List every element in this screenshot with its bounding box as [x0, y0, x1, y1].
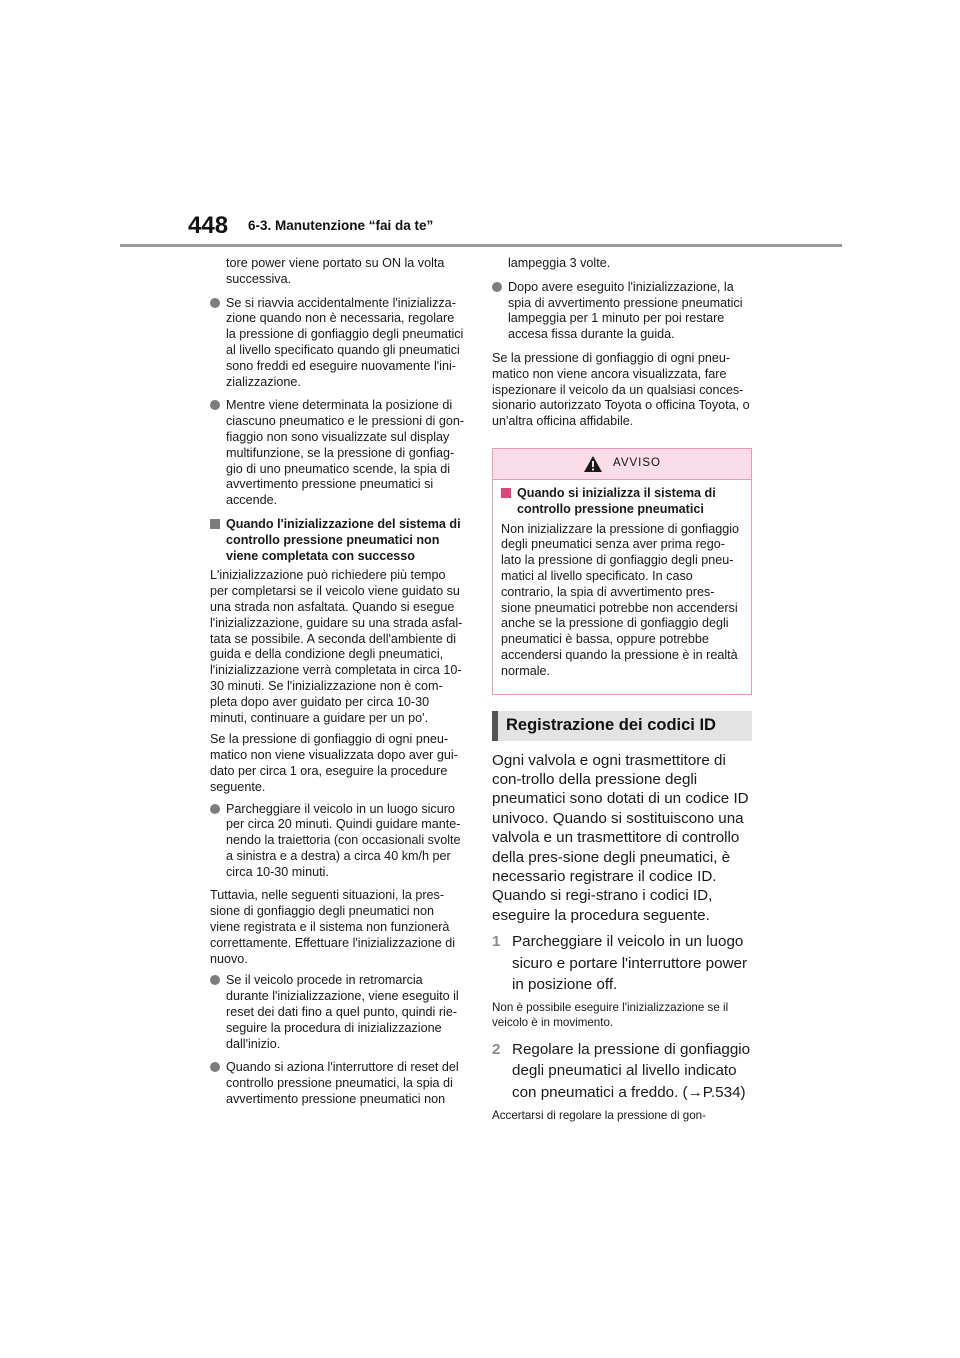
bullet-text: Mentre viene determinata la posizione di ciascuno pneumatico e le pressioni di gon-fiaggio non sono visualizzate sul display multifunzione, se la pressione di gonfiag-gio di uno pneumatico scende, la spia di avvertimento pressione pneumatici si accende. — [226, 398, 465, 508]
subheading-text: Quando l'inizializzazione del sistema di controllo pressione pneumatici non viene completata con successo — [226, 516, 461, 563]
step-text: Parcheggiare il veicolo in un luogo sicuro e portare l'interruttore power in posizione off. — [512, 933, 748, 993]
bullet-item — [210, 296, 465, 391]
section-title: 6-3. Manutenzione “fai da te” — [248, 218, 434, 233]
bullet-dot-icon — [210, 804, 220, 814]
bullet-dot-icon — [210, 400, 220, 410]
paragraph: L'inizializzazione può richiedere più tempo per completarsi se il veicolo viene guidato su una strada non asfaltata. Quando si esegue l'inizializzazione, guidare su una strada asfal-tata se possibile. A seconda dell'ambiente di guida e della condizione degli pneumatici, l'inizializzazione verrà completata in circa 10-30 minuti. Se l'inizializzazione non è com-pleta dopo aver guidato per circa 10-30 minuti, continuare a guidare per un po'. — [210, 568, 463, 725]
bullet-dot-icon — [210, 298, 220, 308]
left-column — [210, 256, 465, 1116]
warning-box — [492, 448, 752, 695]
bullet-text: Quando si aziona l'interruttore di reset del controllo pressione pneumatici, la spia di avvertimento pressione pneumatici non — [226, 1060, 459, 1107]
bullet-text: Dopo avere eseguito l'inizializzazione, la spia di avvertimento pressione pneumatici lampeggia per 1 minuto per poi restare accesa fissa durante la guida. — [508, 279, 743, 342]
continued-text: tore power viene portato su ON la volta successiva. — [226, 256, 445, 286]
warning-text: Non inizializzare la pressione di gonfiaggio degli pneumatici senza aver prima rego-lato la pressione di gonfiaggio degli pneu-matici al livello specificato. In caso contrario, la spia di avvertimento pres-sione pneumatici potrebbe non accendersi anche se la pressione di gonfiaggio degli pneumatici è bassa, oppure potrebbe accendersi quando la pressione è in realtà normale. — [501, 521, 740, 678]
warning-title: AVVISO — [613, 457, 661, 470]
bullet-text: Parcheggiare il veicolo in un luogo sicuro per circa 20 minuti. Quindi guidare mante-nendo la traiettoria (con occasionali svolte a sinistra e a destra) a circa 40 km/h per circa 10-30 minuti. — [226, 801, 461, 879]
paragraph: Se la pressione di gonfiaggio di ogni pneu-matico non viene ancora visualizzata, fare ispezionare il veicolo da un qualsiasi conces-sionario autorizzato Toyota o officina Toyota, o un'altra officina affidabile. — [492, 350, 750, 429]
bullet-item — [210, 802, 465, 881]
warning-header — [493, 449, 751, 480]
warning-triangle-icon — [583, 455, 603, 473]
paragraph: Se la pressione di gonfiaggio di ogni pneu-matico non viene visualizzata dopo aver gui-dato per circa 1 ora, eseguire la procedure seguente. — [210, 732, 458, 794]
section-heading: Registrazione dei codici ID — [492, 711, 752, 741]
bullet-item — [492, 280, 752, 343]
right-column — [492, 256, 752, 1132]
bullet-dot-icon — [492, 282, 502, 292]
step-note: Non è possibile eseguire l'inizializzazione se il veicolo è in movimento. — [492, 1001, 729, 1030]
bullet-item — [210, 1060, 465, 1107]
square-marker-icon — [210, 519, 220, 529]
bullet-item — [210, 398, 465, 509]
header-rule — [120, 244, 842, 247]
step-text: Regolare la pressione di gonfiaggio degli pneumatici al livello indicato con pneumatici a freddo. (→P.534) — [512, 1041, 751, 1101]
warning-body — [493, 480, 751, 680]
step-number: 1 — [492, 933, 501, 951]
bullet-text: Se si riavvia accidentalmente l'inizializza-zione quando non è necessaria, regolare la pressione di gonfiaggio degli pneumatici al livello specificato quando gli pneumatici sono freddi ed eseguire nuovamente l'ini-zializzazione. — [226, 295, 464, 389]
step-note: Accertarsi di regolare la pressione di gon- — [492, 1109, 706, 1123]
step-number: 2 — [492, 1041, 501, 1058]
bullet-text: Se il veicolo procede in retromarcia durante l'inizializzazione, viene eseguito il reset dei dati fino a quel punto, quindi rie-seguire la procedura di inizializzazione dall'inizio. — [226, 973, 459, 1051]
warning-subheading — [501, 486, 743, 518]
step-item — [492, 1039, 752, 1103]
paragraph: Tuttavia, nelle seguenti situazioni, la pres-sione di gonfiaggio degli pneumatici non viene registrata e il sistema non funzionerà correttamente. Effettuare l'inizializzazione di nuovo. — [210, 888, 456, 966]
page-number: 448 — [188, 212, 229, 239]
page-header — [0, 0, 960, 250]
bullet-dot-icon — [210, 1062, 220, 1072]
square-marker-icon — [501, 488, 511, 498]
subheading — [210, 517, 465, 564]
step-item — [492, 931, 752, 995]
warning-subheading-text: Quando si inizializza il sistema di controllo pressione pneumatici — [517, 485, 716, 516]
intro-paragraph: Ogni valvola e ogni trasmettitore di con-trollo della pressione degli pneumatici sono dotati di un codice ID univoco. Quando si sostituiscono una valvola e un trasmettitore di controllo della pres-sione degli pneumatici, è necessario registrare il codice ID. Quando si regi-strano i codici ID, eseguire la procedura seguente. — [492, 751, 749, 924]
bullet-dot-icon — [210, 975, 220, 985]
bullet-item — [210, 973, 465, 1052]
continued-text: lampeggia 3 volte. — [508, 256, 611, 270]
